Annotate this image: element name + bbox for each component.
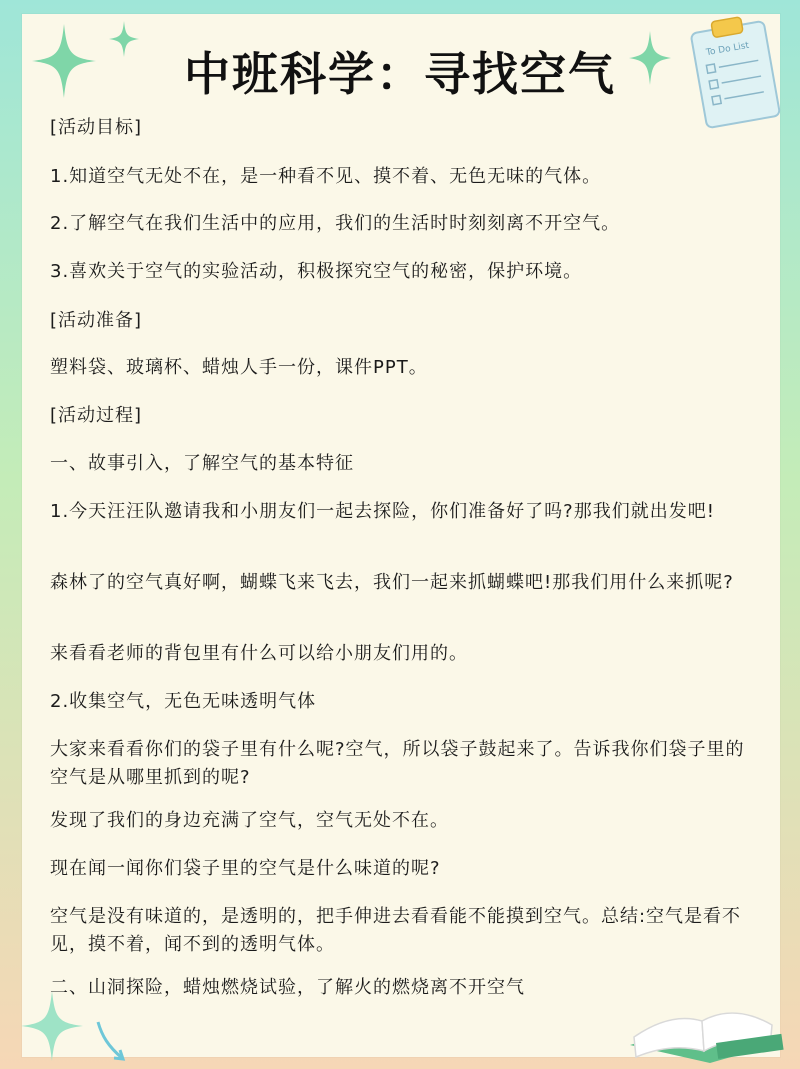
- section-heading-process: [活动过程]: [50, 405, 143, 426]
- step-heading: 2.收集空气，无色无味透明气体: [50, 691, 317, 712]
- section-heading-prep: [活动准备]: [50, 310, 143, 331]
- goal-item: 2.了解空气在我们生活中的应用，我们的生活时时刻刻离不开空气。: [50, 213, 621, 234]
- clipboard-title: To Do List: [705, 40, 750, 59]
- goal-item: 1.知道空气无处不在，是一种看不见、摸不着、无色无味的气体。: [50, 166, 602, 187]
- goal-item: 3.喜欢关于空气的实验活动，积极探究空气的秘密，保护环境。: [50, 261, 583, 282]
- paragraph: 发现了我们的身边充满了空气，空气无处不在。: [50, 810, 449, 831]
- paragraph: 来看看老师的背包里有什么可以给小朋友们用的。: [50, 643, 468, 664]
- step-heading: 二、山洞探险，蜡烛燃烧试验，了解火的燃烧离不开空气: [50, 977, 525, 998]
- arrow-decoration-icon: [92, 1018, 132, 1068]
- paragraph: 现在闻一闻你们袋子里的空气是什么味道的呢?: [50, 858, 441, 879]
- paragraph: 森林了的空气真好啊，蝴蝶飞来飞去，我们一起来抓蝴蝶吧!那我们用什么来抓呢?: [50, 572, 734, 593]
- paragraph: 大家来看看你们的袋子里有什么呢?空气，所以袋子鼓起来了。告诉我你们袋子里的空气是从哪里抓到的呢?: [50, 739, 745, 788]
- paragraph: 空气是没有味道的，是透明的，把手伸进去看看能不能摸到空气。总结:空气是看不见，摸不着，闻不到的透明气体。: [50, 906, 742, 955]
- page-title: 中班科学：寻找空气: [184, 47, 616, 101]
- paragraph: 1.今天汪汪队邀请我和小朋友们一起去探险，你们准备好了吗?那我们就出发吧!: [50, 501, 715, 522]
- step-heading: 一、故事引入，了解空气的基本特征: [50, 453, 354, 474]
- book-icon: [620, 985, 790, 1065]
- section-heading-goals: [活动目标]: [50, 117, 143, 138]
- prep-text: 塑料袋、玻璃杯、蜡烛人手一份，课件PPT。: [50, 357, 428, 378]
